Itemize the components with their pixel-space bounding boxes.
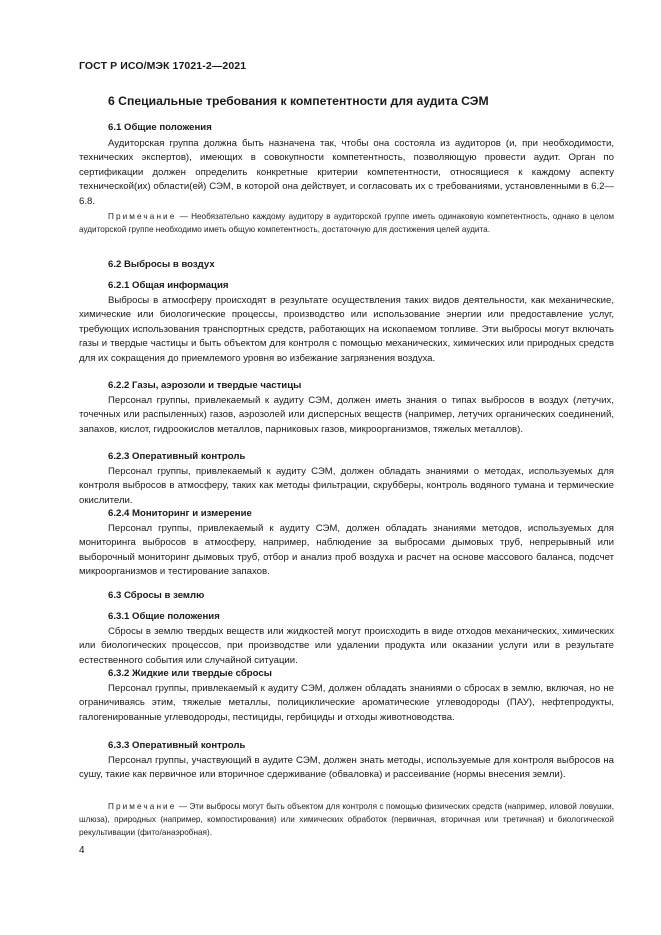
heading-6-2: 6.2 Выбросы в воздух <box>108 259 215 270</box>
page-number: 4 <box>79 845 85 856</box>
heading-6-3: 6.3 Сбросы в землю <box>108 590 205 601</box>
paragraph-6-1: Аудиторская группа должна быть назначена так, чтобы она состояла из аудиторов (и, при необходимости, технических экспертов), имеющих в совокупности компетентность, позволяющую провести аудит. Орган по сертификации должен определить конкретные критерии компетентности, относящиеся к каждому аспекту технической(их) области(ей) СЭМ, в которой она действует, и согласовать их с требованиями, установленными в 6.2—6.8. <box>79 138 614 207</box>
heading-6-2-4: 6.2.4 Мониторинг и измерение <box>108 508 252 519</box>
heading-6-2-3: 6.2.3 Оперативный контроль <box>108 451 246 462</box>
section-title: 6 Специальные требования к компетентности для аудита СЭМ <box>108 94 489 108</box>
paragraph-6-3-3: Персонал группы, участвующий в аудите СЭМ, должен знать методы, используемые для контроля выбросов на сушу, такие как первичное или вторичное сдерживание (обваловка) и рассеивание (нормы внесения земли). <box>79 755 614 781</box>
paragraph-6-3-1: Сбросы в землю твердых веществ или жидкостей могут происходить в виде отходов механических, химических или биологических процессов, при производстве или удалении продукта или оказании услуги или в результате естественного события или случайной ситуации. <box>79 626 614 666</box>
heading-6-3-1: 6.3.1 Общие положения <box>108 611 220 622</box>
paragraph-6-2-1: Выбросы в атмосферу происходят в результате осуществления таких видов деятельности, как механические, химические или биологические процессы, производство или использование энергии или предоставление услуг, требующих использования транспортных средств, работающих на ископаемом топливе. Эти выбросы могут включать газы и твердые частицы и быть объектом для контроля с помощью механических, химических или природных средств для их сокращения до приемлемого уровня во избежание загрязнения воздуха. <box>79 295 614 364</box>
paragraph-6-3-2: Персонал группы, привлекаемый к аудиту СЭМ, должен обладать знаниями о сбросах в землю, включая, но не ограничиваясь этим, тяжелые металлы, полициклические ароматические углеводороды (ПАУ), нефтепродукты, галогенированные углеводороды, пестициды, гербициды и отходы животноводства. <box>79 683 614 723</box>
heading-6-3-3: 6.3.3 Оперативный контроль <box>108 740 246 751</box>
note-6-1 <box>79 210 614 236</box>
heading-6-1: 6.1 Общие положения <box>108 122 212 133</box>
note-label: Примечание <box>108 802 177 811</box>
heading-6-2-2: 6.2.2 Газы, аэрозоли и твердые частицы <box>108 380 302 391</box>
note-6-3-3 <box>79 800 614 839</box>
note-label: Примечание <box>108 212 177 221</box>
heading-6-2-1: 6.2.1 Общая информация <box>108 280 229 291</box>
document-header: ГОСТ Р ИСО/МЭК 17021-2—2021 <box>79 60 247 72</box>
note-text: — Эти выбросы могут быть объектом для контроля с помощью физических средств (например, иловой ловушки, шлюза), природных (например, компостирования) или химических обработок (первичная, вторичная или третичная) и биологической рекультивации (фито/анаэробная). <box>79 802 614 837</box>
paragraph-6-2-4: Персонал группы, привлекаемый к аудиту СЭМ, должен обладать знаниями методов, используемых для мониторинга выбросов в атмосферу, например, наблюдение за выбросами дымовых труб, непрерывный или выборочный мониторинг дымовых труб, отбор и анализ проб воздуха и расчет на основе массового баланса, подсчет микроорганизмов и тестирование запахов. <box>79 523 614 578</box>
note-text: — Необязательно каждому аудитору в аудиторской группе иметь одинаковую компетентность, однако в целом аудиторской группе необходимо иметь общую компетентность, достаточную для достижения целей аудита. <box>79 212 614 234</box>
paragraph-6-2-3: Персонал группы, привлекаемый к аудиту СЭМ, должен обладать знаниями о методах, используемых для контроля выбросов в атмосферу, таких как методы фильтрации, скрубберы, контроль водяного тумана и термические окислители. <box>79 466 614 506</box>
paragraph-6-2-2: Персонал группы, привлекаемый к аудиту СЭМ, должен иметь знания о типах выбросов в воздух (летучих, точечных или распыленных) газов, аэрозолей или дисперсных веществ (например, летучих органических соединений, запахов, кислот, гидроокислов металлов, парниковых газов, микроорганизмов, тяжелых металлов). <box>79 395 614 435</box>
heading-6-3-2: 6.3.2 Жидкие или твердые сбросы <box>108 668 272 679</box>
